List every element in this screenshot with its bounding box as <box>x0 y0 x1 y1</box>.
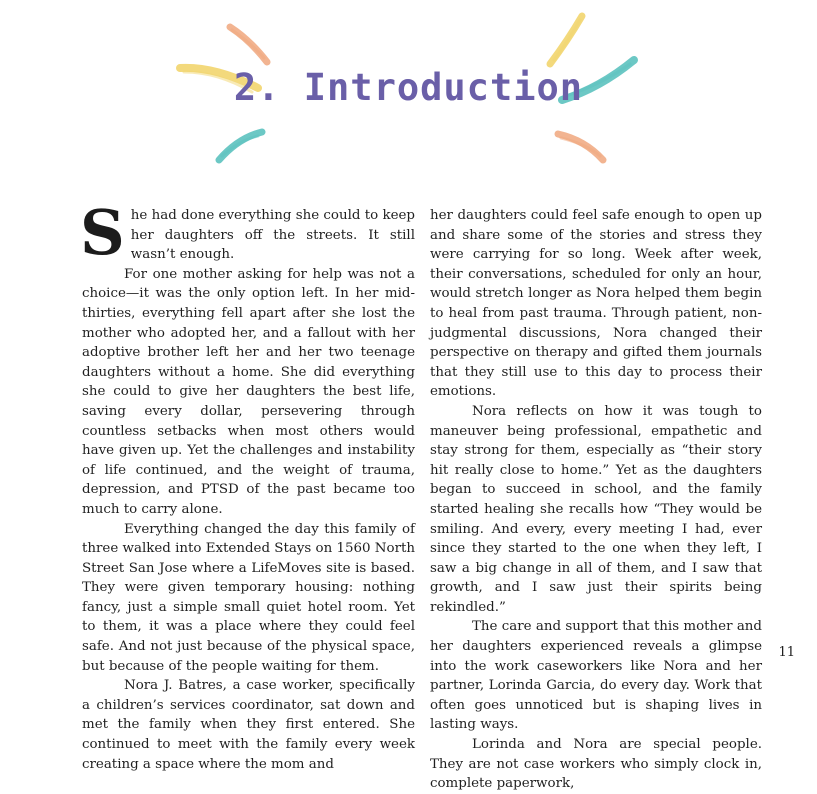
drop-cap: S <box>80 196 125 269</box>
paragraph-text: he had done everything she could to keep her daughters off the streets. It still wasn’t enough. <box>130 208 415 263</box>
paragraph: Lorinda and Nora are special people. They are not case workers who simply clock in, complete paperwork, <box>430 737 762 792</box>
paragraph: Nora reflects on how it was tough to maneuver being professional, empathetic and stay strong for them, especially as “their story hit really close to home.” Yet as the daughters began to succeed in school, and the family started healing she recalls how “They would be smiling. And every, every meeting I had, ever since they started to the one when they left, I saw a big change in all of them, and I saw that growth, and I saw just their spirits being rekindled.” <box>430 403 762 615</box>
paragraph: Nora J. Batres, a case worker, specifically a children’s services coordinator, sat down and met the family when they first entered. She continued to meet with the family every week creating a space where the mom and <box>82 678 415 772</box>
article-column-right <box>430 206 762 794</box>
page-number: 11 <box>778 645 795 660</box>
page-header <box>0 0 817 200</box>
paragraph <box>80 196 415 269</box>
page-title: 2. Introduction <box>233 66 584 109</box>
paragraph: For one mother asking for help was not a choice—it was the only option left. In her mid-thirties, everything fell apart after she lost the mother who adopted her, and a fallout with her adoptive brother left her and her two teenage daughters without a home. She did everything she could to give her daughters the best life, saving every dollar, persevering through countless setbacks when most others would have given up. Yet the challenges and instability of life continued, and the weight of trauma, depression, and PTSD of the past became too much to carry alone. <box>82 266 415 517</box>
paragraph: her daughters could feel safe enough to open up and share some of the stories and stress they were carrying for so long. Week after week, their conversations, scheduled for only an hour, would stretch longer as Nora helped them begin to heal from past trauma. Through patient, non-judgmental discussions, Nora changed their perspective on therapy and gifted them journals that they still use to this day to process their emotions. <box>430 208 762 400</box>
paragraph: Everything changed the day this family of three walked into Extended Stays on 1560 North Street San Jose where a LifeMoves site is based. They were given temporary housing: nothing fancy, just a simple small quiet hotel room. Yet to them, it was a place where they could feel safe. And not just because of the physical space, but because of the people waiting for them. <box>82 521 415 674</box>
article-column-left <box>80 196 415 774</box>
paragraph: The care and support that this mother and her daughters experienced reveals a glimpse into the work caseworkers like Nora and her partner, Lorinda Garcia, do every day. Work that often goes unnoticed but is shaping lives in lasting ways. <box>430 619 762 733</box>
